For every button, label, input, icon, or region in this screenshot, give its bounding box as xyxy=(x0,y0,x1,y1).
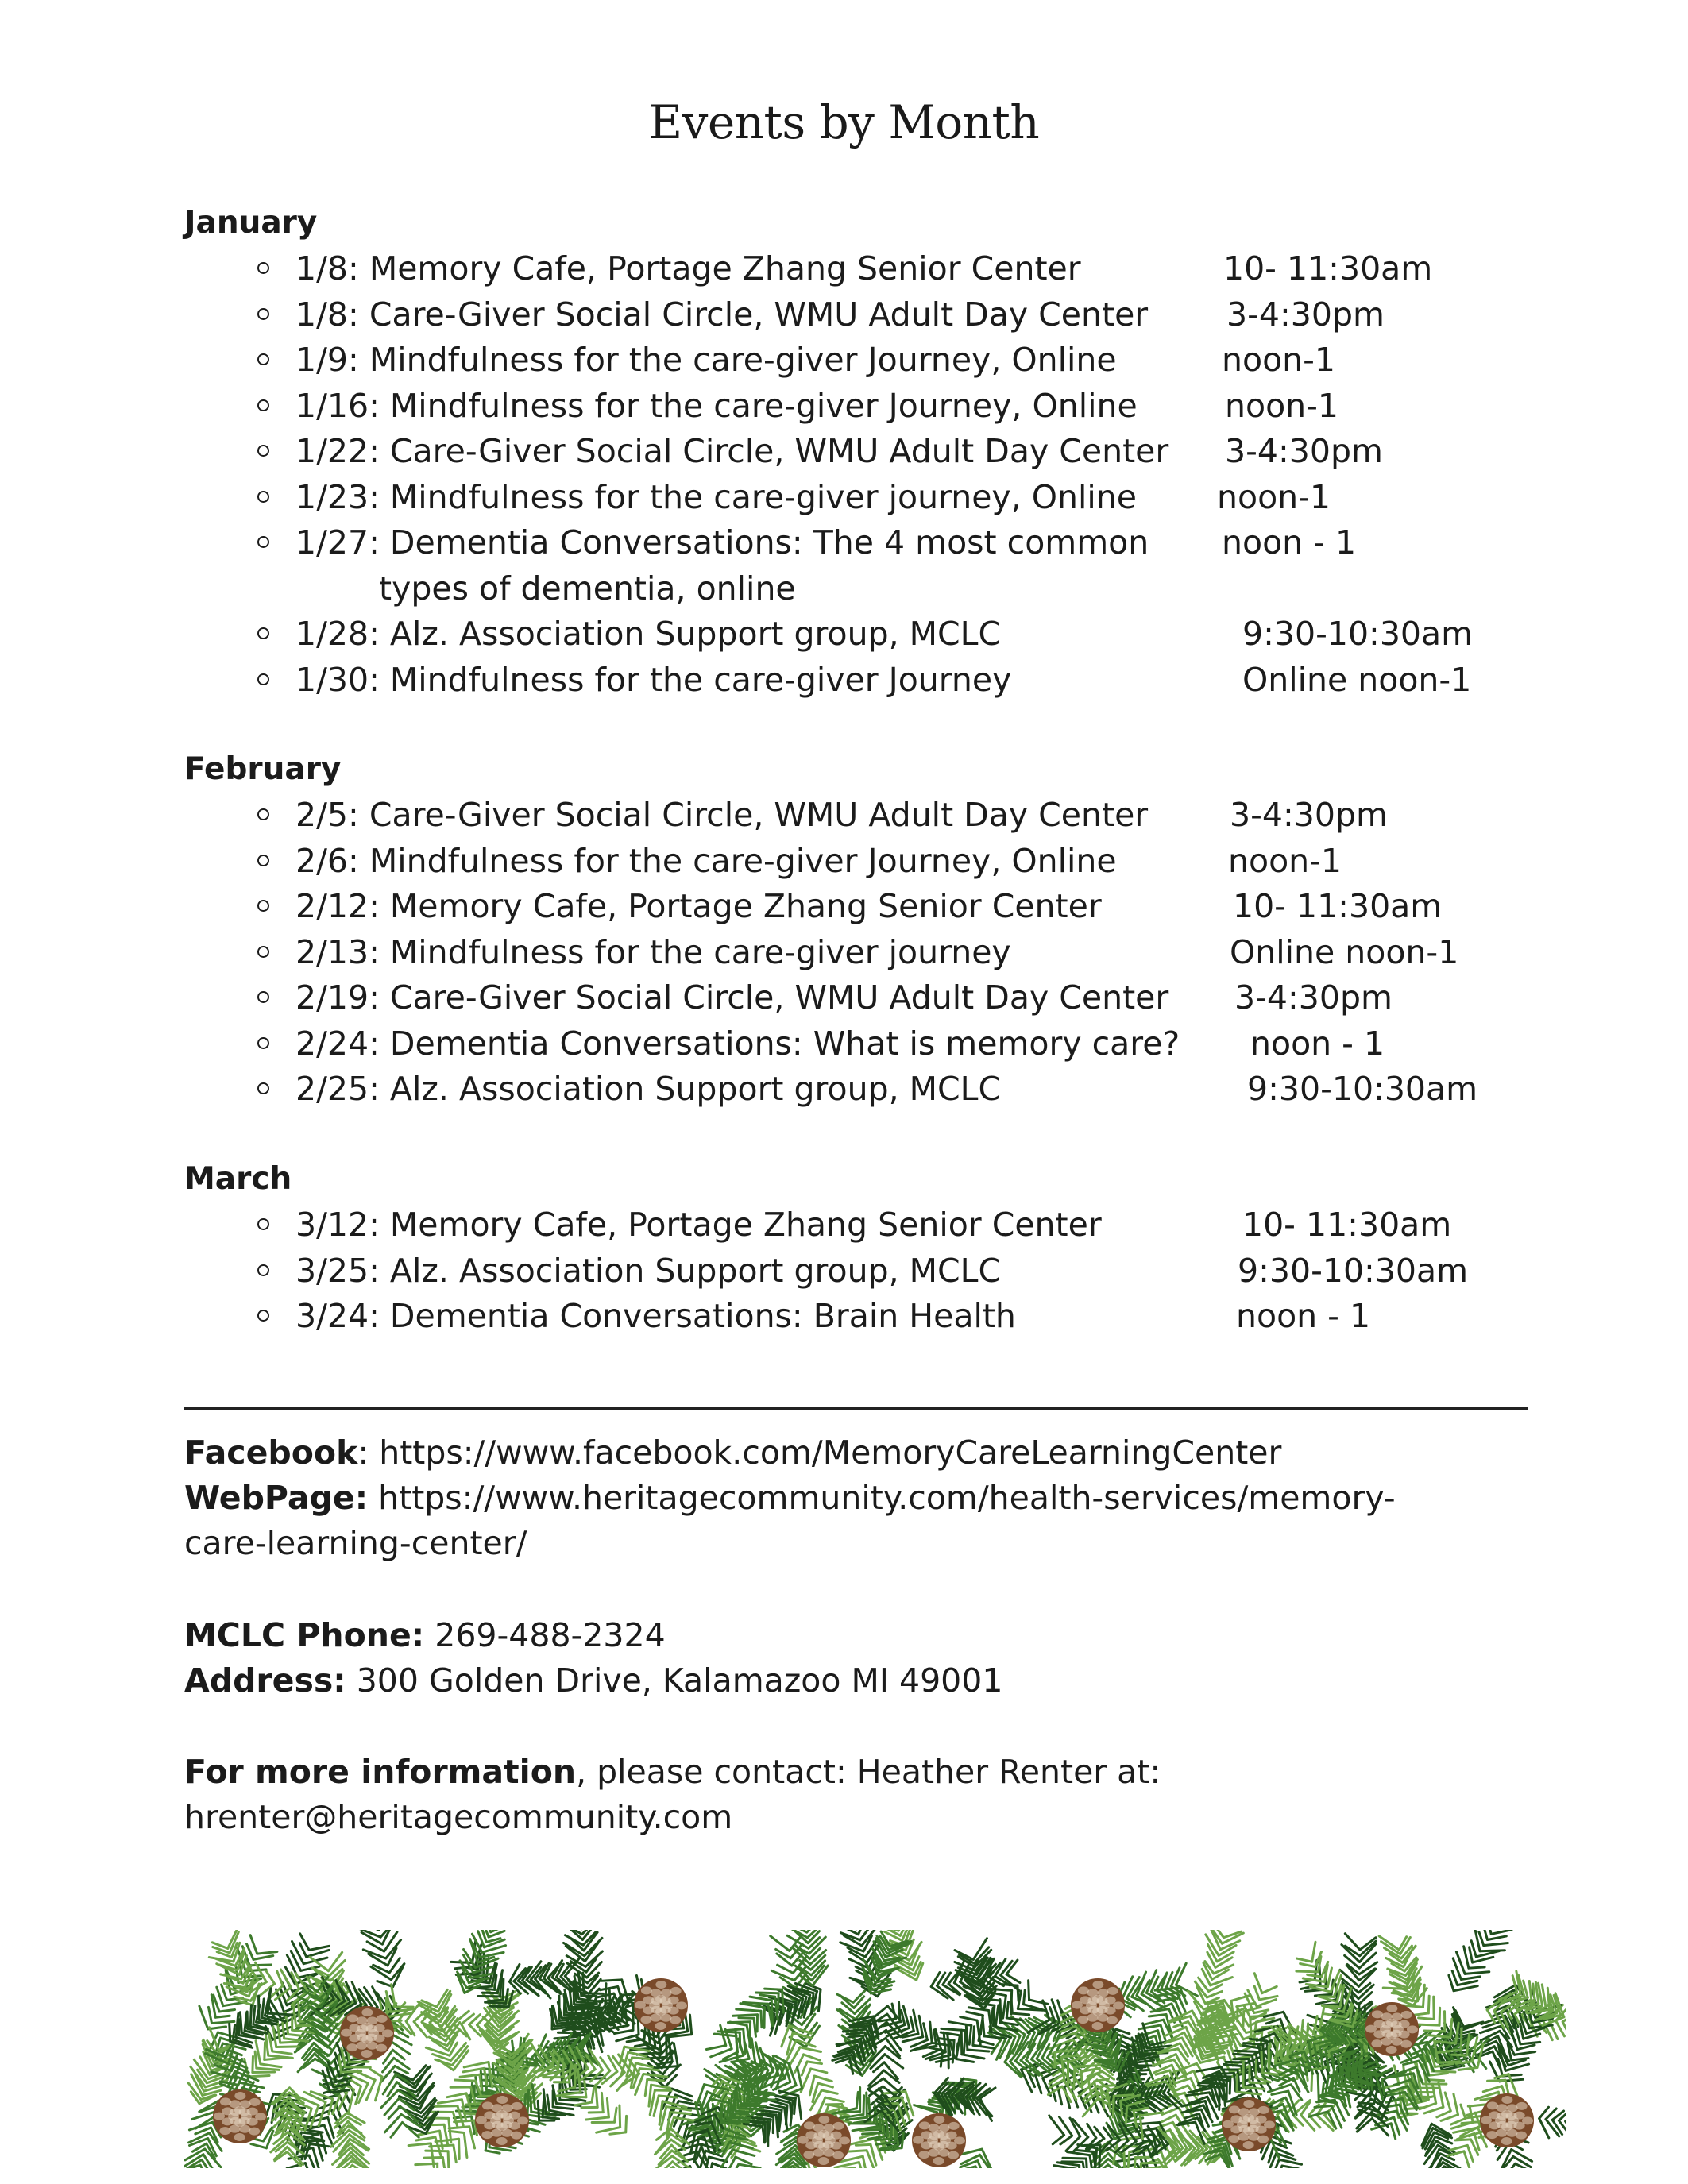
event-time: 3-4:30pm xyxy=(1230,796,1388,834)
event-time: 3-4:30pm xyxy=(1234,978,1393,1017)
event-item xyxy=(184,839,1598,885)
bullet-icon xyxy=(257,946,269,958)
event-list xyxy=(184,1202,1598,1340)
month-section-february xyxy=(184,747,1598,1113)
event-item xyxy=(184,793,1598,839)
event-time: noon-1 xyxy=(1217,477,1331,516)
event-description: 1/9: Mindfulness for the care-giver Journey, Online xyxy=(295,341,1117,379)
bullet-icon xyxy=(257,673,269,685)
facebook-link[interactable]: https://www.facebook.com/MemoryCareLearningCenter xyxy=(379,1433,1282,1472)
event-item xyxy=(184,292,1598,338)
event-time: 9:30-10:30am xyxy=(1242,615,1474,653)
pine-cone-icon xyxy=(797,2113,851,2167)
event-item xyxy=(184,1067,1598,1113)
pine-cone-icon xyxy=(912,2113,966,2167)
event-time: Online noon-1 xyxy=(1242,660,1472,699)
event-description: 2/5: Care-Giver Social Circle, WMU Adult Day Center xyxy=(295,796,1149,834)
bullet-icon xyxy=(257,308,269,320)
month-heading: March xyxy=(184,1161,292,1197)
bullet-icon xyxy=(257,445,269,457)
month-section-january xyxy=(184,200,1598,703)
event-time: noon - 1 xyxy=(1236,1297,1371,1335)
event-description: 1/23: Mindfulness for the care-giver journey, Online xyxy=(295,477,1138,516)
event-item xyxy=(184,338,1598,384)
bullet-icon xyxy=(257,399,269,411)
facebook-line: Facebook: https://www.facebook.com/MemoryCareLearningCenter xyxy=(184,1433,1282,1472)
bullet-icon xyxy=(257,1218,269,1230)
event-description: 1/16: Mindfulness for the care-giver Journey, Online xyxy=(295,386,1138,425)
event-time: 9:30-10:30am xyxy=(1238,1251,1469,1290)
event-item xyxy=(184,246,1598,292)
bullet-icon xyxy=(257,1310,269,1322)
event-time: 9:30-10:30am xyxy=(1247,1070,1478,1108)
event-item xyxy=(184,475,1598,521)
event-time: 3-4:30pm xyxy=(1226,295,1385,334)
bullet-icon xyxy=(257,1264,269,1276)
event-description-continued: types of dementia, online xyxy=(379,569,796,608)
event-time: 10- 11:30am xyxy=(1233,887,1443,925)
event-time: 10- 11:30am xyxy=(1242,1206,1452,1244)
event-item xyxy=(184,658,1598,704)
email-line xyxy=(184,1794,1535,1840)
pine-garland-image xyxy=(184,1930,1566,2168)
webpage-line xyxy=(184,1475,1535,1521)
month-heading: February xyxy=(184,751,342,787)
bullet-icon xyxy=(257,855,269,866)
more-info-label: For more information xyxy=(184,1753,577,1791)
phone-label: MCLC Phone: xyxy=(184,1616,425,1654)
more-info-text: , please contact: Heather Renter at: xyxy=(576,1753,1161,1791)
event-item xyxy=(184,930,1598,976)
event-description: 1/22: Care-Giver Social Circle, WMU Adult Day Center xyxy=(295,432,1169,470)
bullet-icon xyxy=(257,491,269,503)
more-info-line xyxy=(184,1749,1535,1795)
page-title: Events by Month xyxy=(648,95,1040,149)
event-time: Online noon-1 xyxy=(1230,932,1459,971)
event-item xyxy=(184,1021,1598,1067)
event-time: noon-1 xyxy=(1228,841,1342,880)
event-time: noon-1 xyxy=(1225,386,1339,425)
facebook-label: Facebook xyxy=(184,1433,358,1472)
pine-cone-icon xyxy=(1480,2093,1534,2147)
event-description: 2/12: Memory Cafe, Portage Zhang Senior Center xyxy=(295,887,1102,925)
event-item xyxy=(184,612,1598,658)
event-description: 1/28: Alz. Association Support group, MCLC xyxy=(295,615,1002,653)
event-time: noon - 1 xyxy=(1222,523,1357,561)
event-time: 3-4:30pm xyxy=(1225,432,1383,470)
bullet-icon xyxy=(257,1082,269,1094)
month-section-march xyxy=(184,1156,1598,1340)
event-item xyxy=(184,884,1598,930)
pine-cone-icon xyxy=(213,2089,267,2143)
event-list xyxy=(184,246,1598,703)
event-item xyxy=(184,520,1598,612)
webpage-line-continued xyxy=(184,1520,1535,1566)
event-description: 2/13: Mindfulness for the care-giver journey xyxy=(295,932,1011,971)
event-time: noon - 1 xyxy=(1250,1024,1385,1063)
event-item xyxy=(184,975,1598,1021)
event-description: 1/30: Mindfulness for the care-giver Journey xyxy=(295,660,1012,699)
pine-cone-icon xyxy=(634,1978,688,2032)
event-item xyxy=(184,429,1598,475)
bullet-icon xyxy=(257,1037,269,1049)
event-description: 3/12: Memory Cafe, Portage Zhang Senior Center xyxy=(295,1206,1102,1244)
pine-needles xyxy=(184,1930,1566,2168)
bullet-icon xyxy=(257,353,269,365)
event-description: 2/25: Alz. Association Support group, MCLC xyxy=(295,1070,1002,1108)
bullet-icon xyxy=(257,536,269,548)
address-label: Address: xyxy=(184,1661,346,1700)
pine-cone-icon xyxy=(1071,1978,1125,2032)
webpage-link[interactable]: https://www.heritagecommunity.com/health-services/memory- xyxy=(378,1479,1396,1517)
event-description: 1/27: Dementia Conversations: The 4 most common xyxy=(295,523,1149,561)
bullet-icon xyxy=(257,900,269,912)
event-time: noon-1 xyxy=(1222,341,1336,379)
event-list xyxy=(184,793,1598,1113)
event-description: 2/6: Mindfulness for the care-giver Journey, Online xyxy=(295,841,1117,880)
bullet-icon xyxy=(257,262,269,274)
event-item xyxy=(184,1248,1598,1295)
address-text: 300 Golden Drive, Kalamazoo MI 49001 xyxy=(356,1661,1003,1700)
pine-cone-icon xyxy=(340,2006,394,2060)
phone-number: 269-488-2324 xyxy=(435,1616,666,1654)
email-link[interactable]: hrenter@heritagecommunity.com xyxy=(184,1798,733,1836)
event-description: 3/25: Alz. Association Support group, MCLC xyxy=(295,1251,1002,1290)
event-description: 1/8: Memory Cafe, Portage Zhang Senior Center xyxy=(295,249,1081,287)
event-description: 3/24: Dementia Conversations: Brain Health xyxy=(295,1297,1016,1335)
pine-cone-icon xyxy=(1222,2097,1276,2151)
bullet-icon xyxy=(257,627,269,639)
event-item xyxy=(184,1294,1598,1340)
address-line xyxy=(184,1657,1535,1704)
event-description: 1/8: Care-Giver Social Circle, WMU Adult Day Center xyxy=(295,295,1149,334)
phone-line xyxy=(184,1612,1535,1658)
month-heading: January xyxy=(184,205,318,241)
bullet-icon xyxy=(257,808,269,820)
webpage-link-continued[interactable]: care-learning-center/ xyxy=(184,1524,527,1562)
event-time: 10- 11:30am xyxy=(1223,249,1433,287)
webpage-label: WebPage: xyxy=(184,1479,369,1517)
event-item xyxy=(184,384,1598,430)
divider xyxy=(184,1407,1528,1410)
pine-cone-icon xyxy=(1365,2002,1419,2056)
bullet-icon xyxy=(257,991,269,1003)
event-description: 2/19: Care-Giver Social Circle, WMU Adult Day Center xyxy=(295,978,1169,1017)
pine-cone-icon xyxy=(475,2093,529,2147)
event-item xyxy=(184,1202,1598,1248)
event-description: 2/24: Dementia Conversations: What is memory care? xyxy=(295,1024,1180,1063)
